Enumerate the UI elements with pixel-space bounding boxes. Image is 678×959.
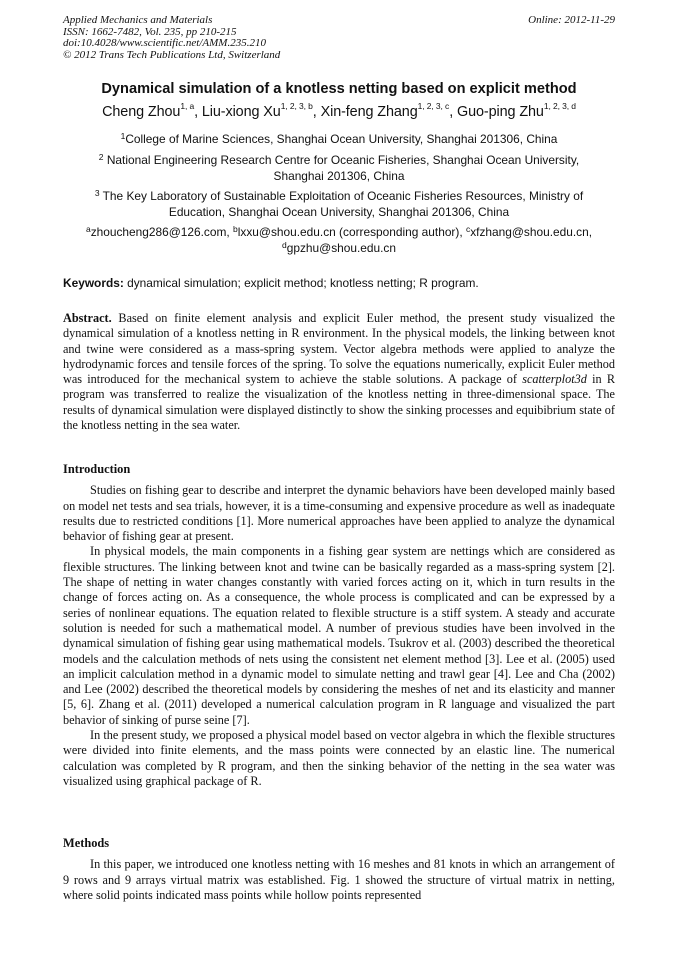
email-mark: b [233, 224, 238, 234]
email-mark: a [85, 224, 91, 234]
keywords-text: dynamical simulation; explicit method; knotless netting; R program. [123, 276, 479, 290]
keywords-label: Keywords: [63, 276, 124, 290]
keywords [63, 276, 615, 290]
author-name: Cheng Zhou [102, 104, 181, 120]
email-d[interactable]: gpzhu@shou.edu.cn [286, 241, 396, 255]
author-list [63, 101, 615, 120]
journal-header [63, 15, 615, 61]
affiliation-mark: 2 [98, 152, 104, 162]
author-name: Liu-xiong Xu [201, 104, 281, 120]
email-mark: d [282, 240, 287, 250]
paragraph: In the present study, we proposed a physical model based on vector algebra in which the flexible structures were divided into finite elements, and the mass points were connected by an elastic line. The numerical calculation was completed by R program, and then the sinking behavior of the netting in the sea water was visualized using graphical package of R. [63, 728, 615, 788]
author-name: Xin-feng Zhang [320, 104, 418, 120]
introduction-section [63, 462, 615, 789]
journal-name: Applied Mechanics and Materials [63, 14, 213, 26]
paragraph: Studies on fishing gear to describe and interpret the dynamic behaviors have been developed mainly based on model net tests and sea trials, however, it is a time-consuming and expensive procedure as well as inadequate results due to restricted conditions [1]. More numerical approaches have been applied to analyze the dynamical behavior of fishing gear at present. [63, 483, 615, 544]
email-c[interactable]: xfzhang@shou.edu.cn, [470, 225, 593, 239]
author-affiliation-mark: 1, 2, 3, c [417, 101, 450, 111]
author-name: Guo-ping Zhu [457, 104, 544, 120]
paragraph: In physical models, the main components in a fishing gear system are nettings which are considered as flexible structures. The linking between knot and twine can be basically regarded as a mass-spring system [2]. The shape of netting in water changes constantly with varied forces acting on it, which in turn results in the change of forces acting on. As a consequence, the whole process is complicated and can be expressed by a series of nonlinear equations. The equation related to flexible structure is a stiff system. A steady and accurate solution is needed for such a mathematical model. A number of previous studies have been involved in the dynamical simulation of fishing gear using mathematical models. Tsukrov et al. (2003) described the theoretical models and the calculation methods of nets using the consistent net element method [3]. Lee et al. (2005) used an implicit calculation method in a dynamic model to simulate netting and trawl gear [4]. Lee and Cha (2002) and Lee (2002) described the theoretical models by considering the meshes of net and its elasticity and manner [5, 6]. Zhang et al. (2011) developed a numerical calculation program in R language and visualized the part behavior of sinking of purse seine [7]. [63, 544, 615, 727]
copyright-line: © 2012 Trans Tech Publications Ltd, Switzerland [63, 48, 281, 61]
email-mark: c [465, 224, 471, 234]
email-list [63, 224, 615, 256]
doi-line: doi:10.4028/www.scientific.net/AMM.235.210 [63, 37, 266, 49]
affiliation-1 [63, 131, 615, 147]
affiliation-text: Shanghai 201306, China [273, 169, 405, 183]
affiliation-text: The Key Laboratory of Sustainable Exploitation of Oceanic Fisheries Resources, Ministry of [102, 189, 584, 203]
author-affiliation-mark: 1, a [180, 101, 195, 111]
author-affiliation-mark: 1, 2, 3, d [543, 101, 576, 111]
affiliation-3 [63, 188, 615, 220]
abstract-text: Based on finite element analysis and explicit Euler method, the present study visualized the dynamical simulation of a knotless netting in R environment. In the physical models, the linking between knot and twine were considered as a mass-spring system. Vector algebra methods were applied to analyze the hydrodynamic forces and tensile forces of the spring. To solve the equations numerically, explicit Euler method was introduced for the mechanical system to achieve the stable solutions. A package of [63, 311, 615, 387]
author-separator: , [194, 104, 202, 120]
online-date: Online: 2012-11-29 [528, 14, 615, 26]
issn-line: ISSN: 1662-7482, Vol. 235, pp 210-215 [63, 25, 237, 38]
author-separator: , [449, 104, 458, 120]
abstract [63, 311, 615, 433]
author-separator: , [312, 104, 321, 120]
paragraph: In this paper, we introduced one knotless netting with 16 meshes and 81 knots in which an arrangement of 9 rows and 9 arrays virtual matrix was established. Fig. 1 showed the structure of virtual matrix in netting, where solid points indicated mass points while hollow points represented [63, 857, 615, 902]
author-affiliation-mark: 1, 2, 3, b [280, 101, 313, 111]
email-a[interactable]: zhoucheng286@126.com, [90, 225, 234, 239]
affiliation-text: National Engineering Research Centre for Oceanic Fisheries, Shanghai Ocean University, [106, 153, 580, 167]
affiliation-mark: 3 [94, 188, 100, 198]
affiliation-2 [63, 152, 615, 184]
email-b[interactable]: lxxu@shou.edu.cn (corresponding author), [237, 225, 466, 239]
affiliation-mark: 1 [120, 131, 126, 141]
affiliation-text: College of Marine Sciences, Shanghai Ocean University, Shanghai 201306, China [125, 132, 558, 146]
methods-section [63, 836, 615, 903]
abstract-package-name: scatterplot3d [522, 372, 587, 387]
paper-title: Dynamical simulation of a knotless netting based on explicit method [101, 81, 577, 97]
affiliation-text: Education, Shanghai Ocean University, Shanghai 201306, China [168, 205, 510, 219]
abstract-label: Abstract. [63, 311, 112, 325]
abstract-text: in R program was transferred to realize the visualization of the knotless netting in three-dimensional space. The results of dynamical simulation were displayed distinctly to show the sinking processes and equibibrium state of the knotless netting in the sea water. [63, 372, 616, 433]
section-heading: Methods [63, 836, 110, 850]
section-heading: Introduction [63, 462, 131, 476]
